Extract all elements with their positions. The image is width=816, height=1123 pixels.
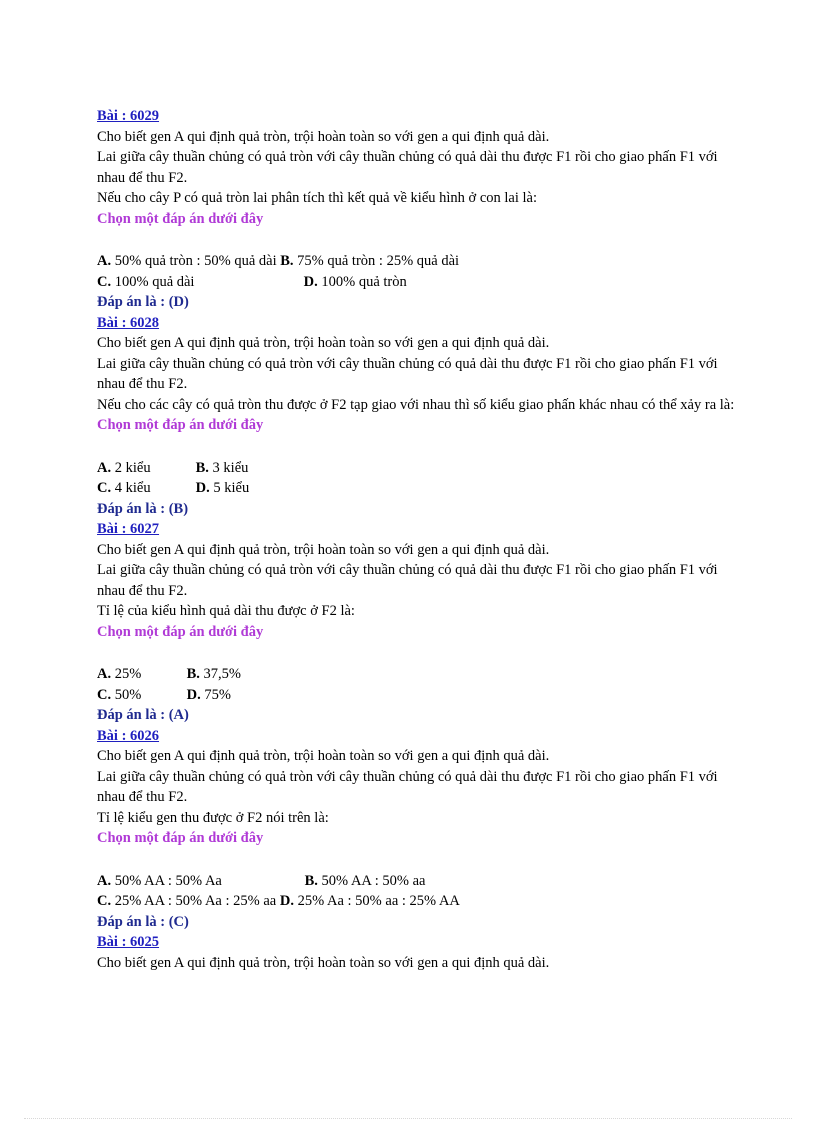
option-letter: A. (97, 872, 112, 889)
problem-text-line: Cho biết gen A qui định quả tròn, trội hoàn toàn so với gen a qui định quả dài. (97, 335, 550, 351)
problem-text-line: Lai giữa cây thuần chủng có quả tròn với cây thuần chủng có quả dài thu được F1 rồi cho giao phấn F1 với nhau để thu F2. (97, 355, 718, 392)
option-a[interactable] (97, 458, 192, 479)
problem-6025 (97, 932, 737, 973)
option-text: 25% AA : 50% Aa : 25% aa (111, 893, 277, 909)
option-text: 50% (111, 686, 142, 703)
option-text: 25% (111, 666, 142, 682)
option-letter: D. (279, 893, 294, 909)
choose-answer-prompt: Chọn một đáp án dưới đây (97, 417, 264, 433)
option-text: 100% quả tròn (317, 273, 407, 290)
option-c[interactable] (97, 891, 276, 912)
problem-text-line: Tỉ lệ kiểu gen thu được ở F2 nói trên là: (97, 809, 329, 826)
problem-text-line: Cho biết gen A qui định quả tròn, trội hoàn toàn so với gen a qui định quả dài. (97, 954, 550, 971)
option-text: 75% (200, 686, 231, 703)
option-d[interactable] (196, 478, 250, 499)
problem-text-line: Nếu cho cây P có quả tròn lai phân tích thì kết quả về kiểu hình ở con lai là: (97, 190, 537, 206)
option-text: 37,5% (199, 666, 242, 682)
option-d[interactable] (280, 891, 460, 912)
problem-title-link[interactable]: Bài : 6025 (97, 934, 160, 950)
option-row (97, 664, 737, 685)
option-text: 100% quả dài (111, 273, 195, 290)
problem-6029 (97, 106, 737, 313)
choose-answer-prompt: Chọn một đáp án dưới đây (97, 830, 264, 846)
choose-answer-prompt: Chọn một đáp án dưới đây (97, 210, 264, 227)
option-text: 50% quả tròn : 50% quả dài (111, 253, 277, 269)
answer-label: Đáp án là : (B) (97, 500, 189, 517)
answer-label: Đáp án là : (D) (97, 294, 189, 310)
problem-text-line: Cho biết gen A qui định quả tròn, trội hoàn toàn so với gen a qui định quả dài. (97, 748, 550, 764)
option-letter: C. (97, 893, 112, 909)
option-b[interactable] (196, 458, 249, 479)
option-letter: C. (97, 480, 112, 496)
option-row (97, 478, 737, 499)
option-letter: D. (186, 686, 201, 703)
problem-text-line: Cho biết gen A qui định quả tròn, trội hoàn toàn so với gen a qui định quả dài. (97, 541, 550, 558)
option-b[interactable] (305, 871, 426, 892)
problem-6026 (97, 726, 737, 933)
page-bottom-divider (24, 1118, 792, 1119)
option-text: 50% AA : 50% aa (317, 872, 426, 889)
option-c[interactable] (97, 478, 192, 499)
option-letter: B. (280, 253, 294, 269)
option-letter: B. (195, 459, 209, 476)
option-letter: D. (195, 480, 210, 496)
option-row (97, 458, 737, 479)
option-letter: A. (97, 253, 112, 269)
option-letter: B. (304, 872, 318, 889)
problem-6028 (97, 313, 737, 520)
problem-title-link[interactable]: Bài : 6028 (97, 314, 160, 331)
answer-options (97, 664, 737, 705)
problem-title-link[interactable]: Bài : 6029 (97, 108, 160, 124)
option-letter: A. (97, 666, 112, 682)
problem-title-link[interactable]: Bài : 6026 (97, 727, 160, 744)
problem-text-line: Tỉ lệ của kiểu hình quả dài thu được ở F2 là: (97, 603, 355, 619)
option-text: 75% quả tròn : 25% quả dài (293, 253, 460, 269)
option-d[interactable] (187, 685, 231, 706)
option-b[interactable] (187, 664, 241, 685)
option-letter: D. (303, 273, 318, 290)
option-c[interactable] (97, 272, 300, 293)
problem-text-line: Nếu cho các cây có quả tròn thu được ở F2 tạp giao với nhau thì số kiểu giao phấn khác nhau có thể xảy ra là: (97, 396, 735, 413)
option-a[interactable] (97, 871, 301, 892)
option-d[interactable] (304, 272, 407, 293)
problem-text-line: Lai giữa cây thuần chủng có quả tròn với cây thuần chủng có quả dài thu được F1 rồi cho giao phấn F1 với nhau để thu F2. (97, 149, 718, 186)
answer-options (97, 871, 737, 912)
problem-6027 (97, 519, 737, 726)
document-page (97, 106, 737, 973)
option-text: 25% Aa : 50% aa : 25% AA (293, 893, 460, 909)
problem-text-line: Lai giữa cây thuần chủng có quả tròn với cây thuần chủng có quả dài thu được F1 rồi cho giao phấn F1 với nhau để thu F2. (97, 562, 718, 599)
option-text: 4 kiểu (111, 480, 151, 496)
answer-options (97, 251, 737, 292)
problem-text-line: Lai giữa cây thuần chủng có quả tròn với cây thuần chủng có quả dài thu được F1 rồi cho giao phấn F1 với nhau để thu F2. (97, 768, 718, 805)
option-c[interactable] (97, 685, 183, 706)
option-letter: C. (97, 686, 112, 703)
option-a[interactable] (97, 251, 277, 272)
answer-options (97, 458, 737, 499)
answer-label: Đáp án là : (C) (97, 913, 189, 930)
option-a[interactable] (97, 664, 183, 685)
option-b[interactable] (280, 251, 459, 272)
option-row (97, 272, 737, 293)
option-letter: C. (97, 273, 112, 290)
option-row (97, 251, 737, 272)
problem-text-line: Cho biết gen A qui định quả tròn, trội hoàn toàn so với gen a qui định quả dài. (97, 128, 550, 145)
option-row (97, 871, 737, 892)
answer-label: Đáp án là : (A) (97, 707, 189, 723)
option-text: 50% AA : 50% Aa (111, 872, 222, 889)
option-text: 3 kiểu (208, 459, 249, 476)
option-letter: A. (97, 459, 112, 476)
option-letter: B. (186, 666, 200, 682)
option-text: 5 kiểu (209, 480, 250, 496)
option-text: 2 kiểu (111, 459, 151, 476)
option-row (97, 891, 737, 912)
option-row (97, 685, 737, 706)
choose-answer-prompt: Chọn một đáp án dưới đây (97, 623, 264, 640)
problem-title-link[interactable]: Bài : 6027 (97, 521, 160, 537)
